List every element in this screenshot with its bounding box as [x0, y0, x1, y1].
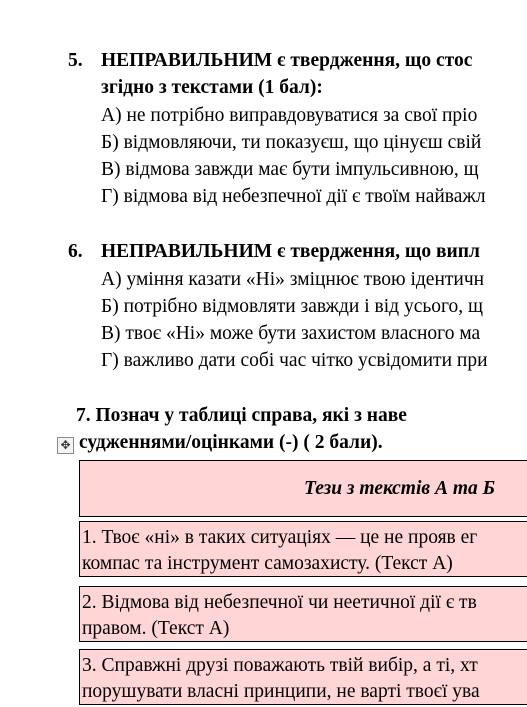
table-header-cell: [79, 460, 527, 517]
move-handle-icon[interactable]: ✥: [57, 437, 74, 454]
q5-title-line1: НЕПРАВИЛЬНИМ є твердження, що стос: [101, 50, 473, 71]
table-row-1-line2: компас та інструмент самозахисту. (Текст А): [82, 553, 453, 574]
table-row: [79, 649, 527, 705]
table-row: [79, 586, 527, 642]
table-row: [79, 521, 527, 577]
q5-option-a: А) не потрібно виправдовуватися за свої пріо: [101, 105, 478, 126]
table-row-3-line2: порушувати власні принципи, не варті твоєї ува: [82, 681, 480, 702]
q6-title-line1: НЕПРАВИЛЬНИМ є твердження, що випл: [101, 241, 480, 262]
q7-title-line2: судженнями/оцінками (-) ( 2 бали).: [79, 432, 383, 453]
table-row-3-line1: 3. Справжні друзі поважають твій вибір, а ті, хт: [82, 655, 478, 676]
q6-option-a: А) уміння казати «Ні» зміцнює твою ідентичн: [101, 269, 485, 290]
q6-option-b: Б) потрібно відмовляти завжди і від усього, щ: [101, 296, 484, 317]
q5-option-b: Б) відмовляючи, ти показуєш, що цінуєш свій: [101, 132, 482, 153]
table-row-2-line2: правом. (Текст А): [82, 618, 230, 639]
q6-option-d: Г) важливо дати собі час чітко усвідомити при: [101, 350, 488, 371]
q6-option-c: В) твоє «Ні» може бути захистом власного ма: [101, 323, 481, 344]
q5-number: 5.: [68, 50, 83, 71]
q6-number: 6.: [68, 241, 83, 262]
table-header-text: Тези з текстів А та Б: [304, 478, 496, 499]
table-row-2-line1: 2. Відмова від небезпечної чи неетичної дії є тв: [82, 592, 477, 613]
table-row-1-line1: 1. Твоє «ні» в таких ситуаціях — це не прояв ег: [82, 527, 478, 548]
q7-title-line1: 7. Познач у таблиці справа, які з наве: [76, 405, 407, 426]
q5-option-d: Г) відмова від небезпечної дії є твоїм найважл: [101, 186, 486, 207]
q5-option-c: В) відмова завжди має бути імпульсивною, щ: [101, 159, 479, 180]
q5-title-line2: згідно з текстами (1 бал):: [101, 77, 323, 98]
